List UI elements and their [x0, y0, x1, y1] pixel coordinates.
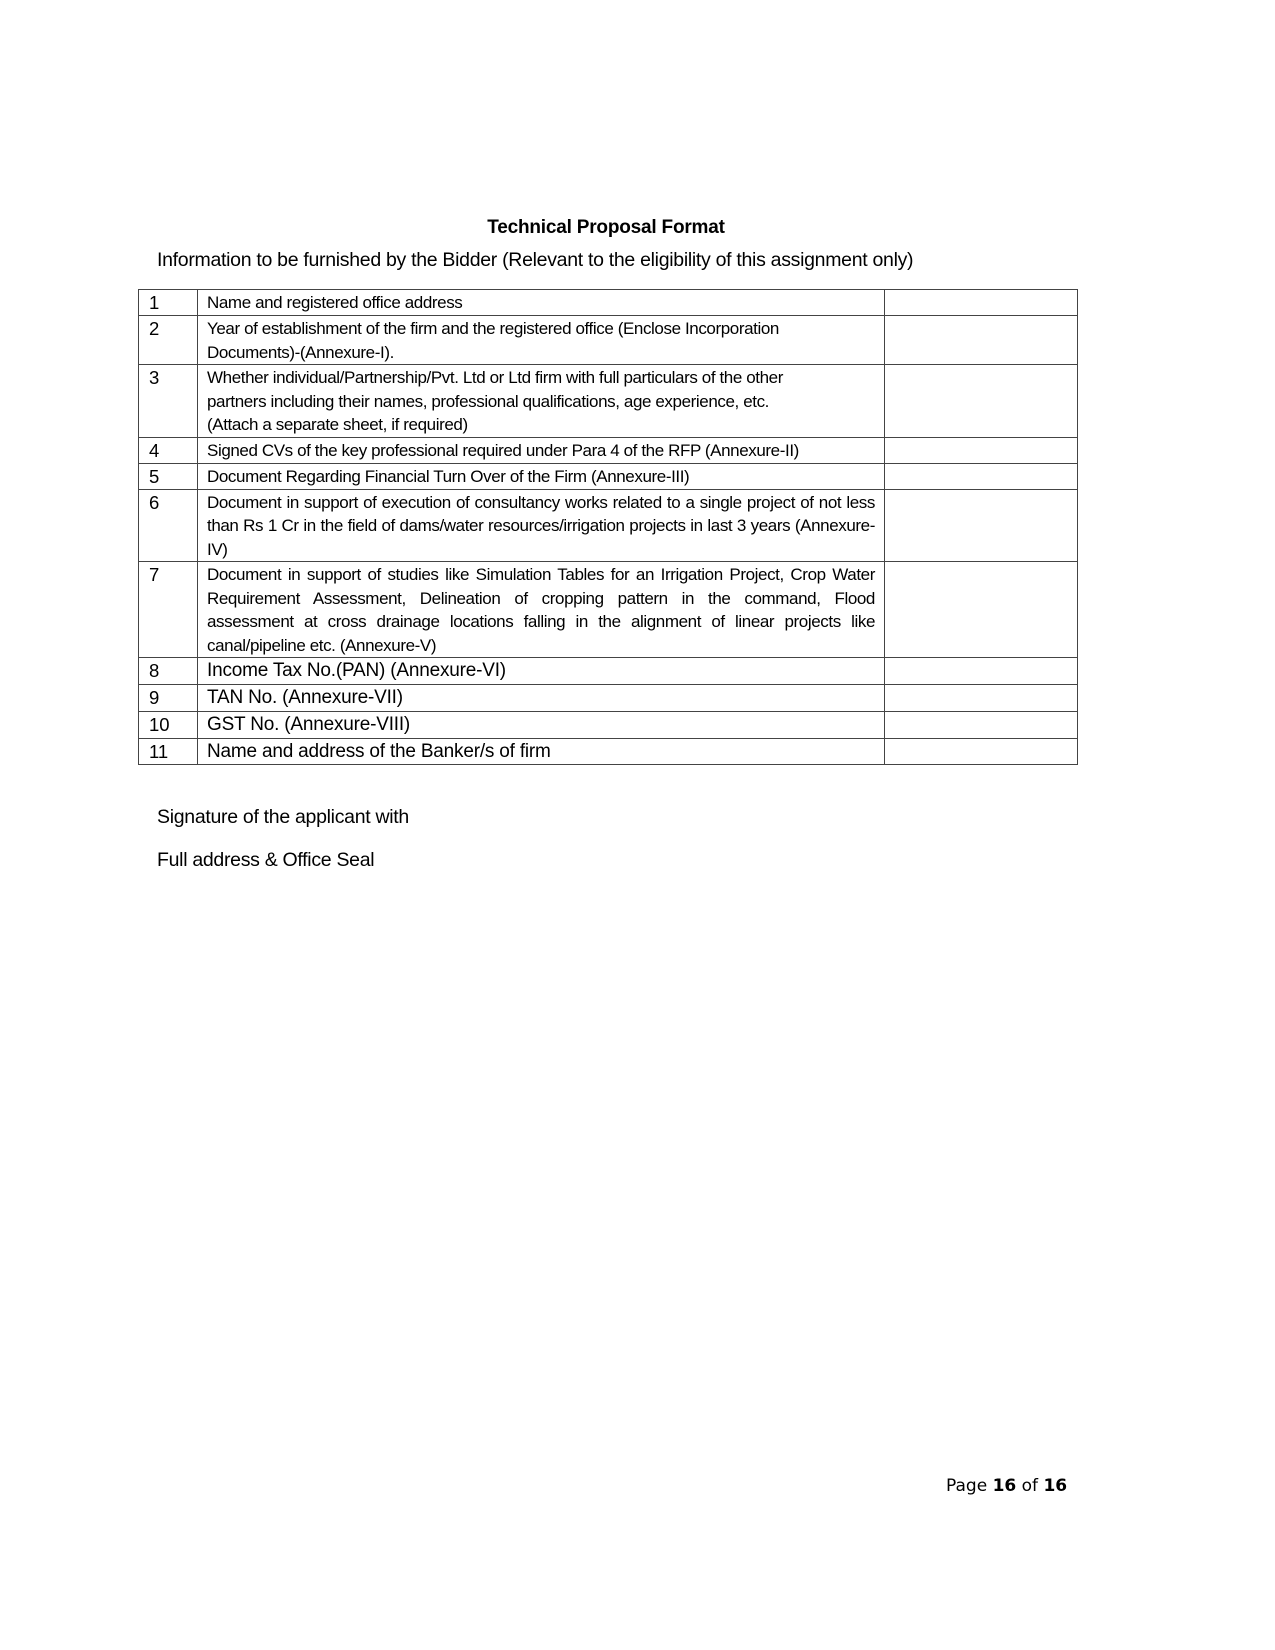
row-description: [198, 290, 885, 316]
signature-label: Signature of the applicant with: [157, 806, 409, 828]
row-number: 11: [139, 739, 198, 765]
table-row: [139, 463, 1078, 489]
description-line: Signed CVs of the key professional required under Para 4 of the RFP (Annexure-II): [207, 440, 799, 460]
description-line: Year of establishment of the firm and the registered office (Enclose Incorporation: [207, 319, 779, 338]
description-line: Income Tax No.(PAN) (Annexure-VI): [207, 660, 506, 681]
description-line: Whether individual/Partnership/Pvt. Ltd or Ltd firm with full particulars of the other: [207, 368, 783, 387]
row-value-cell: [885, 316, 1078, 365]
row-value-cell: [885, 365, 1078, 438]
table-row: [139, 290, 1078, 316]
row-value-cell: [885, 463, 1078, 489]
intro-text: Information to be furnished by the Bidder (Relevant to the eligibility of this assignment only): [157, 249, 914, 271]
row-number: 2: [139, 316, 198, 365]
description-line: partners including their names, professional qualifications, age experience, etc.: [207, 391, 769, 411]
row-number: 8: [139, 658, 198, 685]
table-row: [139, 712, 1078, 739]
table-row: [139, 489, 1078, 562]
row-number: 1: [139, 290, 198, 316]
row-value-cell: [885, 290, 1078, 316]
row-number: 9: [139, 685, 198, 712]
row-value-cell: [885, 712, 1078, 739]
proposal-table: [138, 289, 1078, 765]
table-row: [139, 437, 1078, 463]
row-description: [198, 739, 885, 765]
row-description: [198, 365, 885, 438]
row-value-cell: [885, 562, 1078, 658]
row-value-cell: [885, 739, 1078, 765]
office-seal-label: Full address & Office Seal: [157, 849, 375, 871]
page-title: Technical Proposal Format: [487, 217, 725, 238]
description-line: Documents)-(Annexure-I).: [207, 342, 394, 362]
row-value-cell: [885, 685, 1078, 712]
table-row: [139, 658, 1078, 685]
row-description: [198, 463, 885, 489]
row-value-cell: [885, 437, 1078, 463]
row-description: [198, 685, 885, 712]
row-number: 6: [139, 489, 198, 562]
footer-total-pages: 16: [1043, 1476, 1068, 1496]
description-line: GST No. (Annexure-VIII): [207, 714, 411, 735]
table-row: [139, 365, 1078, 438]
row-number: 5: [139, 463, 198, 489]
footer-page-word: Page: [946, 1476, 988, 1496]
table-row: [139, 562, 1078, 658]
row-description: [198, 437, 885, 463]
description-line: TAN No. (Annexure-VII): [207, 687, 403, 708]
footer-current-page: 16: [992, 1476, 1017, 1496]
row-description: Document in support of studies like Simulation Tables for an Irrigation Project, Crop Water Requirement Assessment, Delineation of cropping pattern in the command, Flood assessment at cross drainage locations falling in the alignment of linear projects like canal/pipeline etc. (Annexure-V): [198, 562, 885, 658]
table-row: [139, 685, 1078, 712]
description-line: Name and registered office address: [207, 293, 463, 312]
row-value-cell: [885, 658, 1078, 685]
row-number: 4: [139, 437, 198, 463]
row-description: [198, 316, 885, 365]
row-value-cell: [885, 489, 1078, 562]
description-line: Document Regarding Financial Turn Over of the Firm (Annexure-III): [207, 466, 690, 486]
table-row: [139, 316, 1078, 365]
row-description: [198, 658, 885, 685]
row-number: 7: [139, 562, 198, 658]
footer-of-word: of: [1021, 1476, 1039, 1496]
row-number: 3: [139, 365, 198, 438]
row-description: Document in support of execution of consultancy works related to a single project of not less than Rs 1 Cr in the field of dams/water resources/irrigation projects in last 3 years (Annexure-IV): [198, 489, 885, 562]
table-row: [139, 739, 1078, 765]
page-number-footer: [946, 1476, 1067, 1496]
description-line: Name and address of the Banker/s of firm: [207, 741, 551, 762]
description-line: (Attach a separate sheet, if required): [207, 415, 468, 434]
row-description: [198, 712, 885, 739]
row-number: 10: [139, 712, 198, 739]
